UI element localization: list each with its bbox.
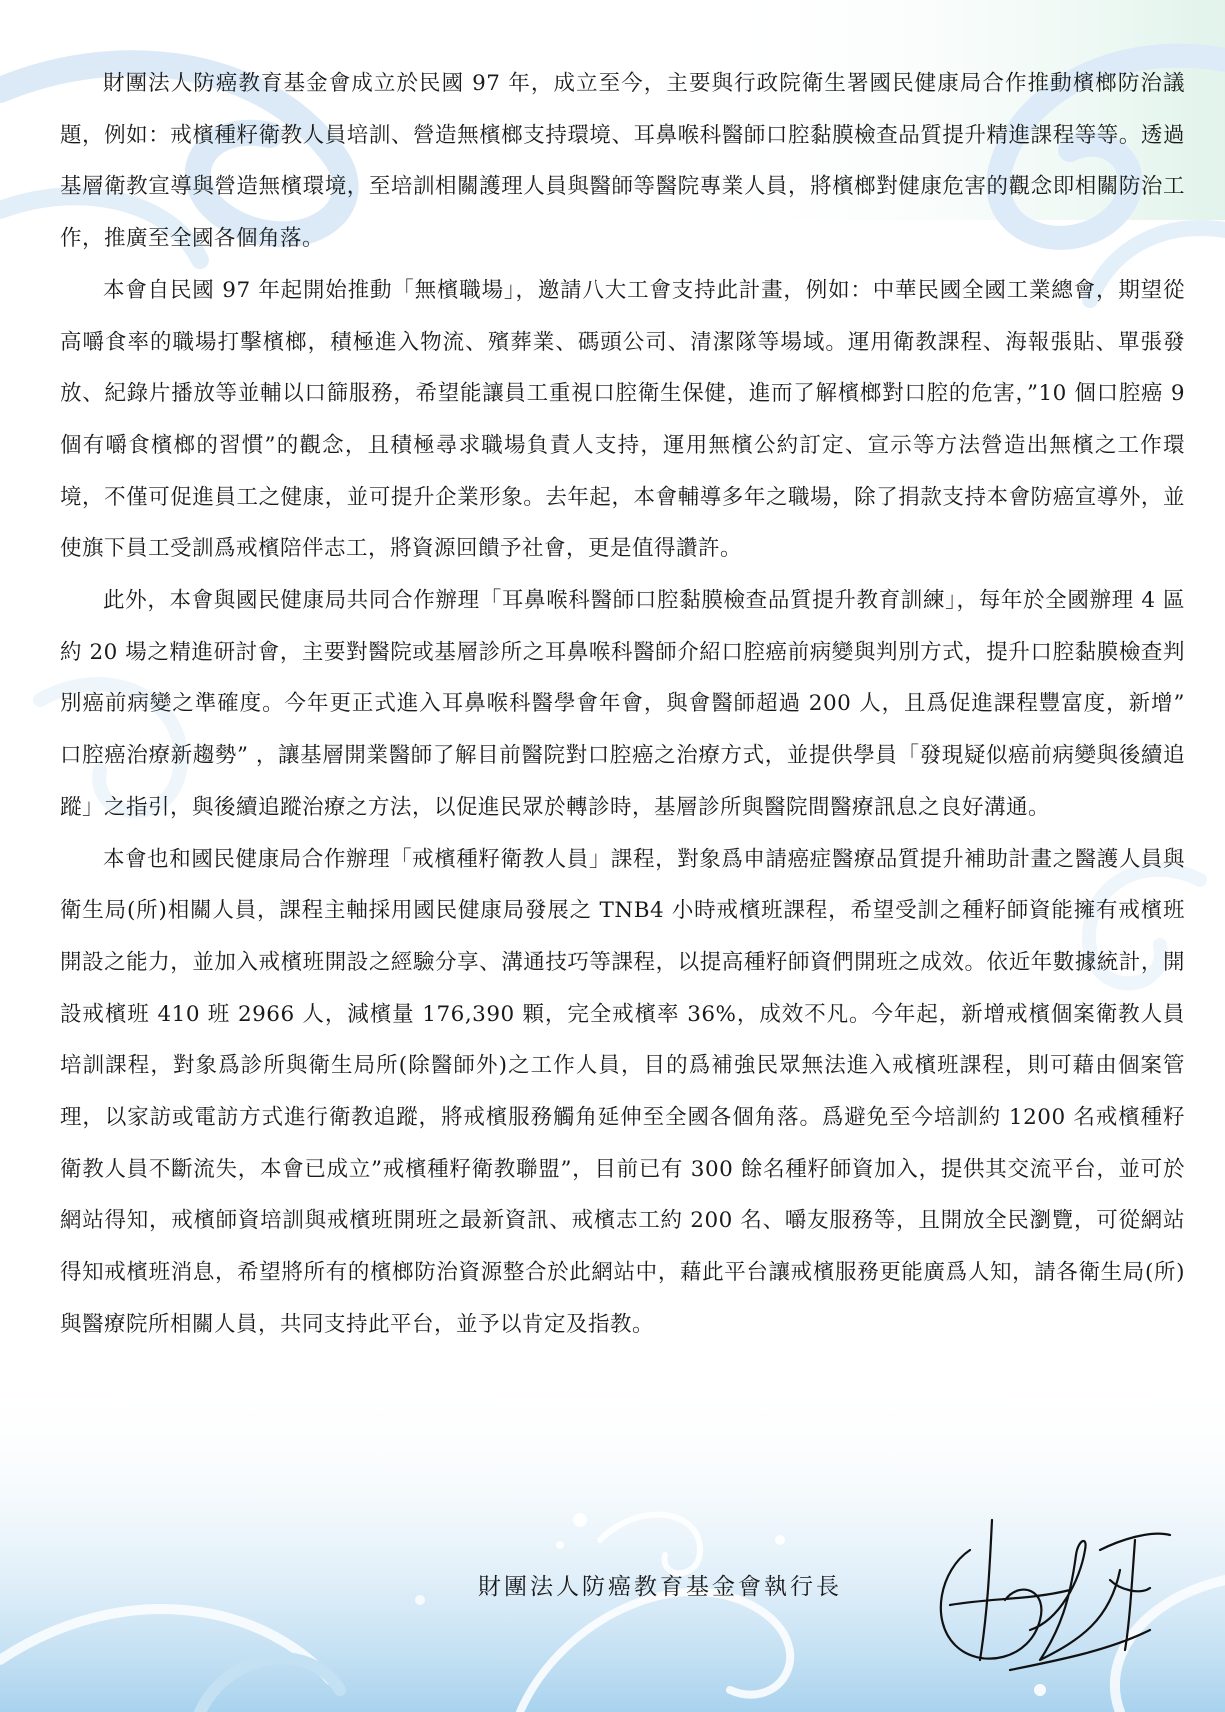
paragraph-2: 本會自民國 97 年起開始推動「無檳職場」，邀請八大工會支持此計畫，例如：中華民國全國工業總會，期望從高嚼食率的職場打擊檳榔，積極進入物流、殯葬業、碼頭公司、清潔隊等場域。運用衛教課程、海報張貼、單張發放、紀錄片播放等並輔以口篩服務，希望能讓員工重視口腔衛生保健，進而了解檳榔對口腔的危害，”10 個口腔癌 9 個有嚼食檳榔的習慣”的觀念，且積極尋求職場負責人支持，運用無檳公約訂定、宣示等方法營造出無檳之工作環境，不僅可促進員工之健康，並可提升企業形象。去年起，本會輔導多年之職場，除了捐款支持本會防癌宣導外，並使旗下員工受訓爲戒檳陪伴志工，將資源回饋予社會，更是值得讚許。 xyxy=(60,277,1185,562)
closing-title: 財團法人防癌教育基金會執行長 xyxy=(478,1574,842,1600)
handwritten-signature xyxy=(910,1510,1180,1680)
paragraph-3: 此外，本會與國民健康局共同合作辦理「耳鼻喉科醫師口腔黏膜檢查品質提升教育訓練」，每年於全國辦理 4 區約 20 場之精進研討會，主要對醫院或基層診所之耳鼻喉科醫師介紹口腔癌前病變與判別方式，提升口腔黏膜檢查判別癌前病變之準確度。今年更正式進入耳鼻喉科醫學會年會，與會醫師超過 200 人，且爲促進課程豐富度，新增” 口腔癌治療新趨勢” ，讓基層開業醫師了解目前醫院對口腔癌之治療方式，並提供學員「發現疑似癌前病變與後續追蹤」之指引，與後續追蹤治療之方法，以促進民眾於轉診時，基層診所與醫院間醫療訊息之良好溝通。 xyxy=(60,588,1185,820)
paragraph-1: 財團法人防癌教育基金會成立於民國 97 年，成立至今，主要與行政院衛生署國民健康局合作推動檳榔防治議題，例如：戒檳種籽衛教人員培訓、營造無檳榔支持環境、耳鼻喉科醫師口腔黏膜檢查品質提升精進課程等等。透過基層衛教宣導與營造無檳環境，至培訓相關護理人員與醫師等醫院專業人員，將檳榔對健康危害的觀念即相關防治工作，推廣至全國各個角落。 xyxy=(60,71,1185,252)
letter-body xyxy=(60,58,1185,1351)
paragraph-4: 本會也和國民健康局合作辦理「戒檳種籽衛教人員」課程，對象爲申請癌症醫療品質提升補助計畫之醫護人員與衛生局(所)相關人員，課程主軸採用國民健康局發展之 TNB4 小時戒檳班課程，希望受訓之種籽師資能擁有戒檳班開設之能力，並加入戒檳班開設之經驗分享、溝通技巧等課程，以提高種籽師資們開班之成效。依近年數據統計，開設戒檳班 410 班 2966 人，減檳量 176,390 顆，完全戒檳率 36%，成效不凡。今年起，新增戒檳個案衛教人員培訓課程，對象爲診所與衛生局所(除醫師外)之工作人員，目的爲補強民眾無法進入戒檳班課程，則可藉由個案管理，以家訪或電訪方式進行衛教追蹤，將戒檳服務觸角延伸至全國各個角落。爲避免至今培訓約 1200 名戒檳種籽衛教人員不斷流失，本會已成立”戒檳種籽衛教聯盟”，目前已有 300 餘名種籽師資加入，提供其交流平台，並可於網站得知，戒檳師資培訓與戒檳班開班之最新資訊、戒檳志工約 200 名、嚼友服務等，且開放全民瀏覽，可從網站得知戒檳班消息，希望將所有的檳榔防治資源整合於此網站中，藉此平台讓戒檳服務更能廣爲人知，請各衛生局(所)與醫療院所相關人員，共同支持此平台，並予以肯定及指教。 xyxy=(60,846,1185,1337)
